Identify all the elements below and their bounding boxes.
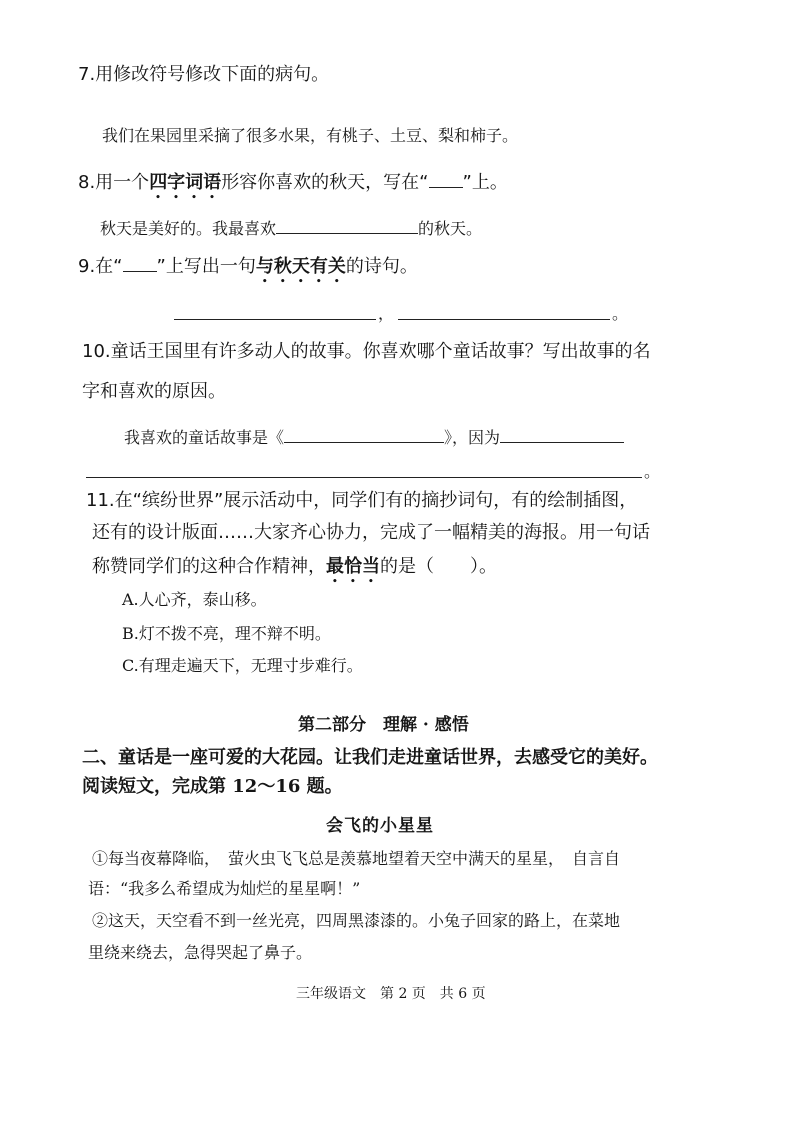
q8-post2: ”上。 (462, 172, 508, 193)
part2-intro-1: 二、童话是一座可爱的大花园。让我们走进童话世界，去感受它的美好。 (82, 747, 658, 768)
part2-intro-2: 阅读短文，完成第 12～16 题。 (82, 776, 343, 797)
q8-post1: 形容你喜欢的秋天，写在“ (221, 172, 429, 193)
story-p1-line-1: ①每当夜幕降临， 萤火虫飞飞总是羡慕地望着天空中满天的星星， 自言自 (92, 849, 621, 868)
story-title: 会飞的小星星 (326, 816, 434, 836)
q9-comma: ， (378, 304, 395, 323)
q10-answer-mid: 》，因为 (444, 428, 501, 447)
q8-answer-row (100, 221, 482, 237)
q11-option-c[interactable]: C.有理走遍天下，无理寸步难行。 (122, 656, 363, 675)
q11-line-3 (92, 556, 497, 587)
q9-period: 。 (612, 304, 629, 323)
story-p1-line-2: 语：“我多么希望成为灿烂的星星啊！” (88, 879, 361, 898)
q10-reason-blank-1[interactable] (500, 441, 624, 443)
q9-answer-line-2[interactable] (398, 319, 610, 320)
q9-prompt (78, 256, 418, 287)
q9-answer-line-1[interactable] (174, 319, 376, 320)
q10-period: 。 (644, 462, 661, 481)
q9-mid: ”上写出一句 (156, 256, 256, 277)
story-p2-line-1: ②这天，天空看不到一丝光亮，四周黑漆漆的。小兔子回家的路上，在菜地 (92, 911, 621, 930)
q8-blank-sample (429, 186, 463, 188)
q11-line3-pre: 称赞同学们的这种合作精神， (92, 556, 326, 577)
q7-prompt: 7.用修改符号修改下面的病句。 (78, 64, 330, 85)
q7-sentence: 我们在果园里采摘了很多水果，有桃子、土豆、梨和柿子。 (102, 126, 519, 145)
page-footer: 三年级语文 第 2 页 共 6 页 (296, 986, 486, 1002)
story-p2-line-2: 里绕来绕去，急得哭起了鼻子。 (88, 943, 313, 962)
q8-answer-pre: 秋天是美好的。我最喜欢 (100, 219, 277, 238)
q8-prompt (78, 172, 508, 203)
q10-line-1: 10.童话王国里有许多动人的故事。你喜欢哪个童话故事？写出故事的名 (82, 341, 651, 362)
q10-answer-pre: 我喜欢的童话故事是《 (124, 428, 285, 447)
q11-option-b[interactable]: B.灯不拨不亮，理不辩不明。 (122, 624, 331, 643)
q11-line-2: 还有的设计版面……大家齐心协力，完成了一幅精美的海报。用一句话 (92, 522, 650, 543)
q8-answer-blank[interactable] (276, 232, 418, 234)
q10-line-2: 字和喜欢的原因。 (82, 381, 226, 402)
q10-answer-row (124, 430, 624, 446)
q8-emphasis: 四字词语 (149, 172, 222, 193)
q8-answer-post: 的秋天。 (418, 219, 483, 238)
q8-pre: 8.用一个 (78, 172, 150, 193)
q9-post: 的诗句。 (345, 256, 418, 277)
q11-line3-post: 的是（ ）。 (380, 556, 497, 577)
q10-title-blank[interactable] (284, 441, 444, 443)
q10-reason-blank-2[interactable] (86, 477, 642, 478)
q11-emphasis: 最恰当 (326, 556, 380, 577)
part2-heading: 第二部分 理解 · 感悟 (298, 715, 469, 735)
q11-line-1: 11.在“缤纷世界”展示活动中，同学们有的摘抄词句，有的绘制插图， (86, 490, 638, 511)
q9-pre: 9.在“ (78, 256, 123, 277)
q9-emphasis: 与秋天有关 (255, 256, 346, 277)
q11-option-a[interactable]: A.人心齐，泰山移。 (122, 590, 267, 609)
q9-blank-sample (123, 270, 157, 272)
